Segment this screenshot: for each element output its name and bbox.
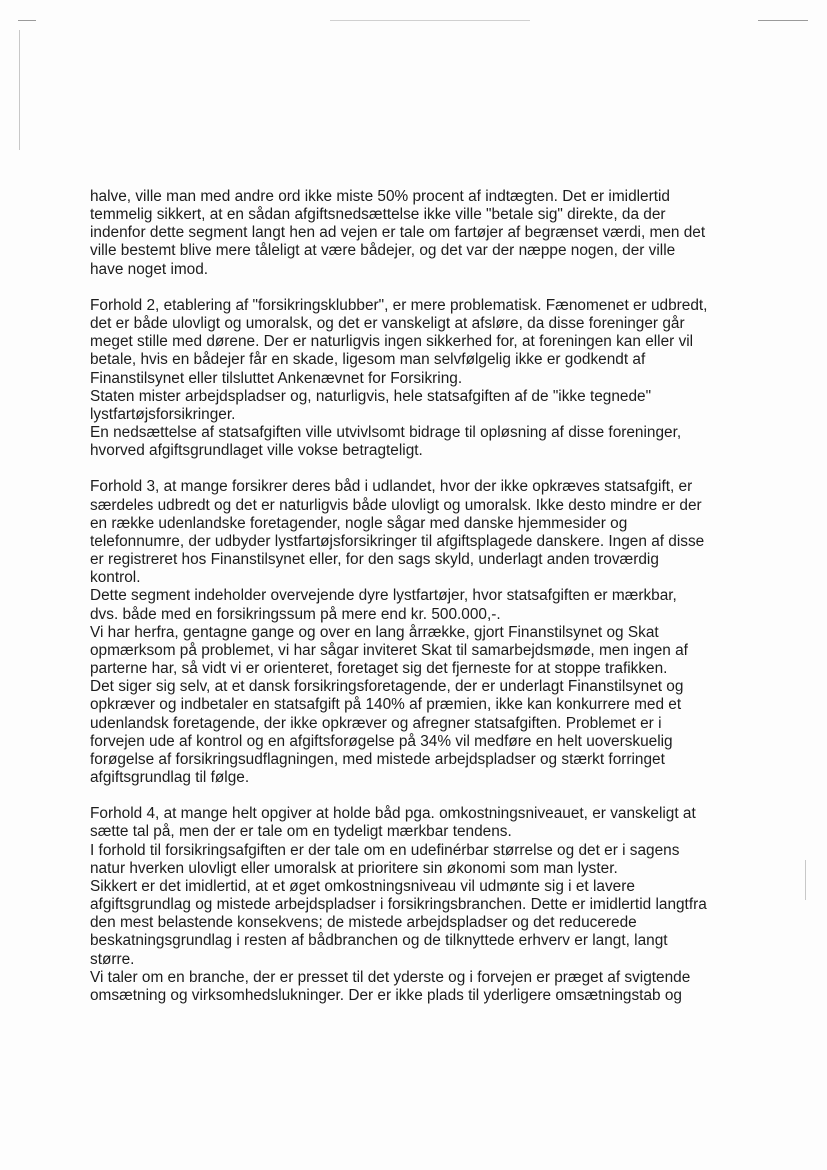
text-line: det er både ulovligt og umoralsk, og det er vanskeligt at afsløre, da disse foreninger går xyxy=(90,315,685,333)
scan-mark-top-center xyxy=(330,20,530,21)
paragraph-2 xyxy=(90,297,750,460)
text-line: meget stille med dørene. Der er naturligvis ingen sikkerhed for, at foreningen kan eller vil xyxy=(90,333,694,351)
scan-mark-right-edge xyxy=(805,860,806,900)
text-line: den mest belastende konsekvens; de mistede arbejdspladser og det reducerede xyxy=(90,914,637,932)
text-line: ville bestemt blive mere tåleligt at være bådejer, og det var der næppe nogen, der ville xyxy=(90,242,676,260)
text-line: forvejen ude af kontrol og en afgiftsforøgelse på 34% vil medføre en helt uoverskuelig xyxy=(90,732,673,750)
text-line: halve, ville man med andre ord ikke miste 50% procent af indtægten. Det er imidlertid xyxy=(90,188,670,205)
text-line: opmærksom på problemet, vi har sågar inviteret Skat til samarbejdsmøde, men ingen af xyxy=(90,641,688,659)
text-line: En nedsættelse af statsafgiften ville utvivlsomt bidrage til opløsning af disse foreninger, xyxy=(90,424,682,442)
text-line: I forhold til forsikringsafgiften er der tale om en udefinérbar størrelse og det er i sagens xyxy=(90,841,680,859)
text-line: Finanstilsynet eller tilsluttet Ankenævnet for Forsikring. xyxy=(90,369,463,387)
text-line: natur hverken ulovligt eller umoralsk at prioritere sin økonomi som man lyster. xyxy=(90,859,618,877)
text-line: Det siger sig selv, at et dansk forsikringsforetagende, der er underlagt Finanstilsynet og xyxy=(90,678,684,696)
scan-mark-top-right xyxy=(758,20,808,21)
paragraph-4 xyxy=(90,805,750,1005)
text-line: kontrol. xyxy=(90,569,141,587)
text-line: Forhold 3, at mange forsikrer deres båd i udlandet, hvor der ikke opkræves statsafgift, er xyxy=(90,478,693,496)
text-line: Dette segment indeholder overvejende dyre lystfartøjer, hvor statsafgiften er mærkbar, xyxy=(90,587,677,605)
text-line: indenfor dette segment langt hen ad vejen er tale om fartøjer af begrænset værdi, men det xyxy=(90,224,706,242)
paragraph-3 xyxy=(90,478,750,787)
text-line: have noget imod. xyxy=(90,260,209,278)
text-line: Vi har herfra, gentagne gange og over en lang årrække, gjort Finanstilsynet og Skat xyxy=(90,623,659,641)
text-line: forøgelse af forsikringsudflagningen, med mistede arbejdspladser og stærkt forringet xyxy=(90,750,665,768)
text-line: udenlandsk foretagende, der ikke opkræver og afregner statsafgiften. Problemet er i xyxy=(90,714,662,732)
text-line: omsætning og virksomhedslukninger. Der er ikke plads til yderligere omsætningstab og xyxy=(90,986,682,1004)
text-line: parterne har, så vidt vi er orienteret, foretaget sig det fjerneste for at stoppe trafikken. xyxy=(90,660,668,678)
text-line: afgiftsgrundlag til følge. xyxy=(90,768,250,786)
text-line: telefonnumre, der udbyder lystfartøjsforsikringer til afgiftsplagede danskere. Ingen af disse xyxy=(90,532,705,550)
text-line: sætte tal på, men der er tale om en tydeligt mærkbar tendens. xyxy=(90,823,512,841)
text-line: Forhold 4, at mange helt opgiver at holde båd pga. omkostningsniveauet, er vanskeligt at xyxy=(90,805,696,823)
text-line: Staten mister arbejdspladser og, naturligvis, hele statsafgiften af de "ikke tegnede" xyxy=(90,387,652,405)
paragraph-1 xyxy=(90,188,750,279)
text-line: opkræver og indbetaler en statsafgift på 140% af præmien, ikke kan konkurrere med et xyxy=(90,696,682,714)
text-line: betale, hvis en bådejer får en skade, ligesom man selvfølgelig ikke er godkendt af xyxy=(90,351,646,369)
text-line: større. xyxy=(90,950,135,968)
text-line: hvorved afgiftsgrundlaget ville vokse betragteligt. xyxy=(90,442,423,460)
text-line: dvs. både med en forsikringssum på mere end kr. 500.000,-. xyxy=(90,605,501,623)
scan-mark-top-left xyxy=(18,20,36,21)
letter-body xyxy=(90,188,750,1023)
text-line: Vi taler om en branche, der er presset til det yderste og i forvejen er præget af svigtende xyxy=(90,968,691,986)
text-line: lystfartøjsforsikringer. xyxy=(90,405,236,423)
text-line: beskatningsgrundlag i resten af bådbranchen og de tilknyttede erhverv er langt, langt xyxy=(90,932,668,950)
scan-mark-left-edge xyxy=(19,30,20,150)
text-line: temmelig sikkert, at en sådan afgiftsnedsættelse ikke ville "betale sig" direkte, da der xyxy=(90,206,666,224)
text-line: afgiftsgrundlag og mistede arbejdspladser i forsikringsbranchen. Dette er imidlertid langtfra xyxy=(90,896,707,914)
text-line: særdeles udbredt og det er naturligvis både ulovligt og umoralsk. Ikke desto mindre er der xyxy=(90,496,702,514)
text-line: er registreret hos Finanstilsynet eller, for den sags skyld, underlagt anden troværdig xyxy=(90,551,659,569)
text-line: Forhold 2, etablering af "forsikringsklubber", er mere problematisk. Fænomenet er udbredt, xyxy=(90,296,708,314)
text-line: en række udenlandske foretagender, nogle sågar med danske hjemmesider og xyxy=(90,514,628,532)
text-line: Sikkert er det imidlertid, at et øget omkostningsniveau vil udmønte sig i et lavere xyxy=(90,877,635,895)
